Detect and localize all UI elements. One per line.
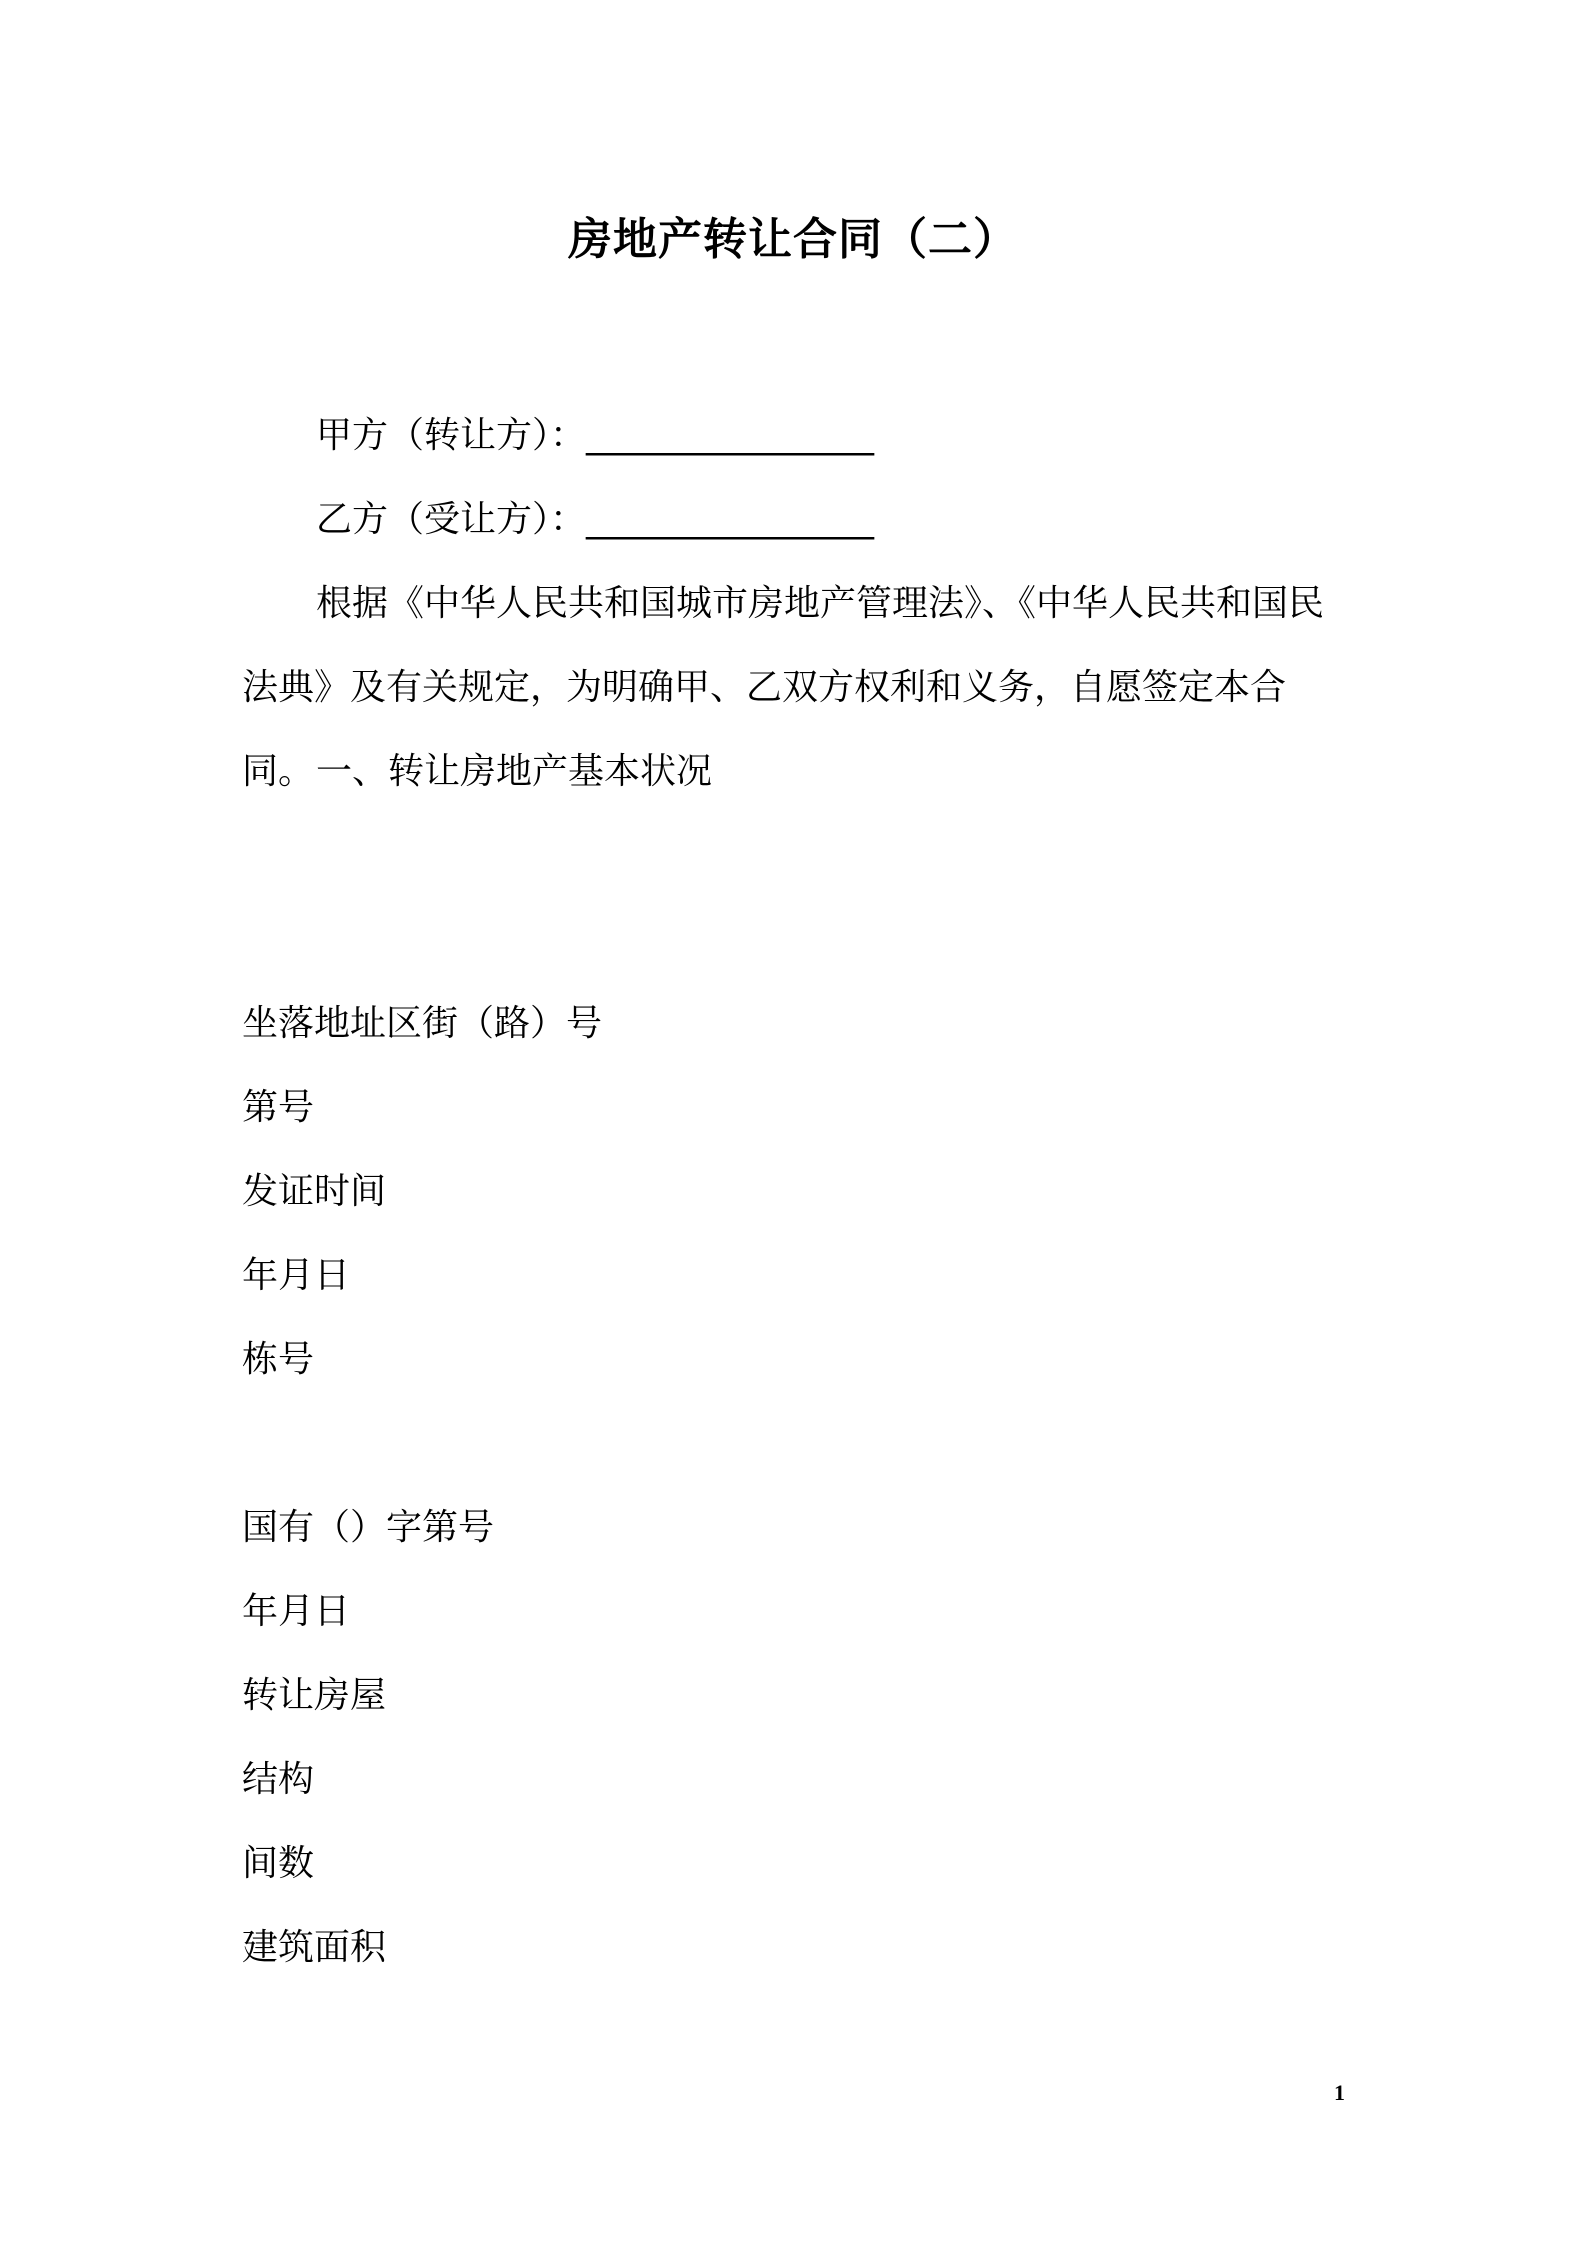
document-title: 房地产转让合同（二） — [568, 214, 1018, 265]
item-transfer-house: 转让房屋 — [242, 1675, 387, 1716]
page-number: 1 — [1334, 2080, 1345, 2105]
item-structure: 结构 — [242, 1759, 315, 1800]
item-date-2: 年月日 — [242, 1591, 351, 1632]
item-room-count: 间数 — [242, 1843, 315, 1884]
item-certificate-number: 第号 — [242, 1087, 315, 1128]
item-issue-time: 发证时间 — [242, 1171, 387, 1212]
item-location-address: 坐落地址区街（路）号 — [242, 1003, 603, 1044]
intro-paragraph: 根据《中华人民共和国城市房地产管理法》、《中华人民共和国民法典》及有关规定，为明确甲、乙双方权利和义务，自愿签定本合同。 — [242, 583, 1325, 792]
section-heading: 一、转让房地产基本状况 — [316, 751, 713, 792]
party-b-line: 乙方（受让方）：________________ — [316, 499, 875, 540]
item-date: 年月日 — [242, 1255, 351, 1296]
item-state-land-number: 国有（）字第号 — [242, 1507, 495, 1548]
party-a-line: 甲方（转让方）：________________ — [316, 415, 875, 456]
item-floor-area: 建筑面积 — [242, 1927, 387, 1968]
item-building-number: 栋号 — [242, 1339, 315, 1380]
